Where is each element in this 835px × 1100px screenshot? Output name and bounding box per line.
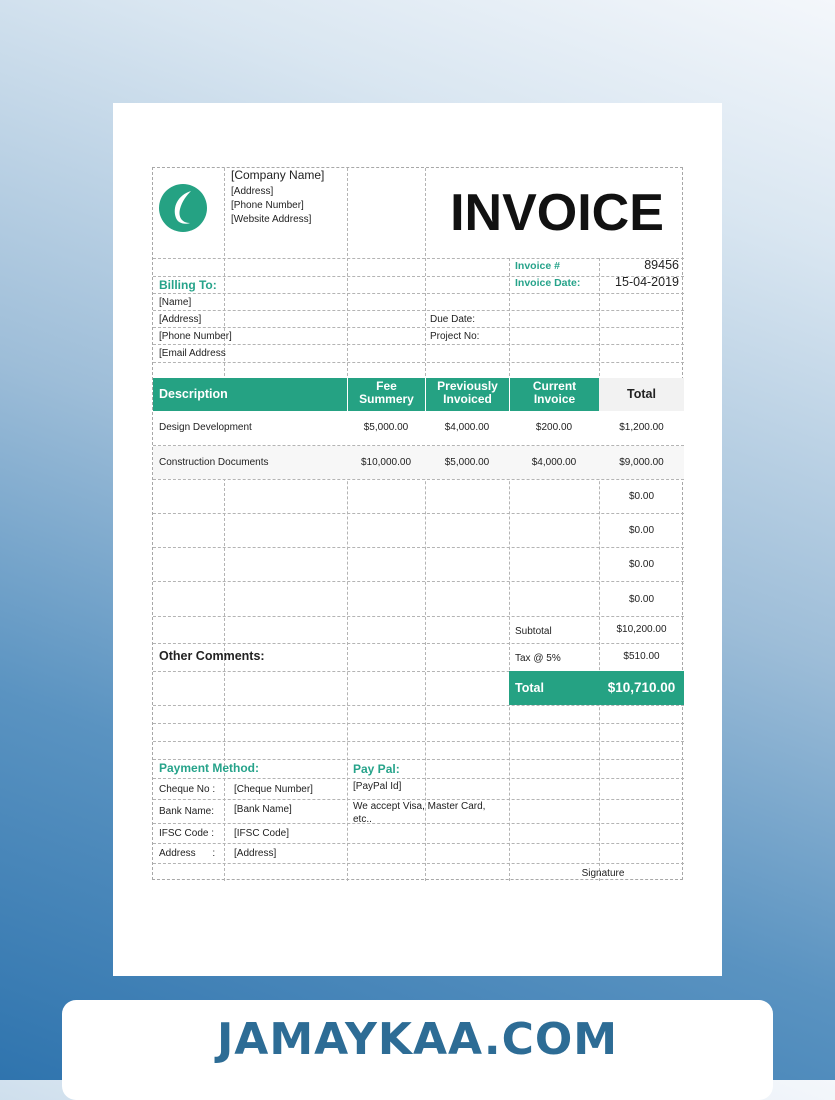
grid-line: [153, 705, 684, 706]
tax-label: Tax @ 5%: [515, 653, 561, 664]
invoice-sheet: [152, 167, 683, 880]
row-previous: $4,000.00: [444, 422, 490, 433]
invoice-number-label: Invoice #: [515, 261, 560, 272]
invoice-paper: [113, 103, 722, 976]
grid-line: [347, 411, 348, 881]
row-fee: $10,000.00: [360, 457, 412, 468]
company-logo-icon: [158, 183, 208, 233]
payment-method-heading: Payment Method:: [159, 762, 260, 775]
grid-line: [599, 411, 600, 881]
invoice-date: 15-04-2019: [615, 276, 679, 289]
header-current: [509, 378, 599, 411]
grid-line: [153, 759, 684, 760]
header-current-line2: Invoice: [533, 392, 576, 407]
header-fee-line2: Summery: [359, 392, 414, 407]
address-label: Address :: [159, 848, 216, 859]
ifsc-value: [IFSC Code]: [234, 828, 290, 839]
grid-line: [153, 863, 684, 864]
row-total: $0.00: [628, 491, 655, 502]
row-description: Design Development: [159, 422, 252, 433]
grid-line: [153, 741, 684, 742]
project-no-label: Project No:: [430, 331, 480, 342]
company-phone: [Phone Number]: [231, 200, 304, 211]
footer-brand[interactable]: JAMAYKAA.COM: [216, 1014, 619, 1065]
paypal-id: [PayPal Id]: [353, 781, 402, 792]
paypal-note-line2: etc..: [353, 814, 372, 825]
row-current: $200.00: [535, 422, 573, 433]
header-fee-line1: Fee: [376, 379, 397, 393]
address-value: [Address]: [234, 848, 277, 859]
header-current-line1: Current: [532, 379, 577, 393]
header-previous: [425, 378, 509, 411]
paypal-heading: Pay Pal:: [353, 763, 400, 776]
footer-banner: [62, 1000, 773, 1100]
grid-line: [153, 643, 684, 644]
grid-line: [153, 723, 684, 724]
cheque-label: Cheque No :: [159, 784, 216, 795]
bank-value: [Bank Name]: [234, 804, 292, 815]
grid-line: [153, 327, 684, 328]
grid-line: [153, 778, 684, 779]
row-current: $4,000.00: [531, 457, 577, 468]
company-name: [Company Name]: [231, 169, 325, 182]
signature-label: Signature: [581, 868, 625, 879]
paypal-note-line1: We accept Visa, Master Card,: [353, 801, 486, 812]
row-previous: $5,000.00: [444, 457, 490, 468]
tax-value: $510.00: [623, 651, 660, 662]
grid-line: [153, 310, 684, 311]
due-date-label: Due Date:: [430, 314, 476, 325]
billing-address: [Address]: [159, 314, 202, 325]
ifsc-label: IFSC Code :: [159, 828, 215, 839]
cheque-value: [Cheque Number]: [234, 784, 313, 795]
billing-email: [Email Address: [159, 348, 226, 359]
row-total: $9,000.00: [619, 457, 664, 468]
header-fee: [347, 378, 425, 411]
grid-line: [153, 362, 684, 363]
billing-phone: [Phone Number]: [159, 331, 232, 342]
other-comments-heading: Other Comments:: [159, 650, 265, 663]
billing-name: [Name]: [159, 297, 192, 308]
row-description: Construction Documents: [159, 457, 269, 468]
invoice-date-label: Invoice Date:: [515, 278, 581, 289]
grid-line: [153, 547, 684, 548]
row-total: $0.00: [628, 559, 655, 570]
row-total: $0.00: [628, 594, 655, 605]
billing-heading: Billing To:: [159, 279, 217, 292]
grid-line: [153, 616, 684, 617]
subtotal-label: Subtotal: [515, 626, 552, 637]
header-previous-line2: Invoiced: [443, 392, 492, 407]
total-label: Total: [509, 671, 599, 705]
grid-line: [153, 799, 684, 800]
header-total: Total: [599, 378, 684, 411]
row-total: $0.00: [628, 525, 655, 536]
grid-line: [153, 293, 684, 294]
header-previous-line1: Previously: [437, 379, 498, 393]
company-address: [Address]: [231, 186, 274, 197]
subtotal-value: $10,200.00: [616, 624, 667, 635]
invoice-title: INVOICE: [450, 184, 664, 242]
grid-line: [425, 168, 426, 381]
row-fee: $5,000.00: [363, 422, 409, 433]
grid-line: [153, 581, 684, 582]
row-total: $1,200.00: [619, 422, 664, 433]
grid-line: [153, 479, 684, 480]
company-website: [Website Address]: [231, 214, 312, 225]
bank-label: Bank Name:: [159, 806, 215, 817]
invoice-number: 89456: [644, 259, 679, 272]
total-value: $10,710.00: [599, 671, 684, 705]
grid-line: [153, 843, 684, 844]
grid-line: [153, 344, 684, 345]
header-description: Description: [153, 378, 347, 411]
grid-line: [153, 513, 684, 514]
